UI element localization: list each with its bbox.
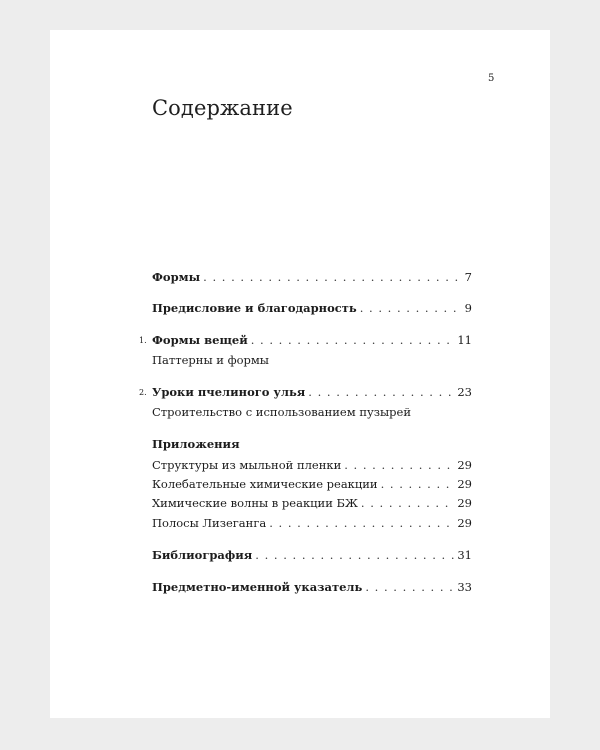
chapter-number: 2.: [139, 388, 147, 397]
appendices-heading: Приложения: [152, 437, 240, 451]
toc-entry-appendix: [152, 516, 472, 530]
toc-entry-appendix: [152, 477, 472, 491]
dot-leader: [381, 477, 455, 491]
page-number: 5: [488, 73, 495, 84]
dot-leader: [251, 333, 455, 347]
toc-entry-page: 23: [457, 385, 472, 399]
toc-entry-label: Колебательные химические реакции: [152, 477, 378, 491]
toc-entry-page: 11: [457, 333, 472, 347]
toc-entry-label: Формы: [152, 270, 201, 284]
toc-entry-page: 9: [464, 301, 472, 315]
toc-entry-label: Предисловие и благодарность: [152, 301, 357, 315]
dot-leader: [361, 496, 454, 510]
dot-leader: [308, 385, 454, 399]
toc-entry-appendix: [152, 496, 472, 510]
toc-entry-page: 29: [457, 496, 472, 510]
book-page: [50, 30, 550, 718]
toc-entry-label: Уроки пчелиного улья: [152, 385, 306, 399]
chapter-subtitle: Паттерны и формы: [152, 353, 269, 367]
toc-entry-chapter-2: [152, 385, 472, 399]
toc-entry-page: 31: [457, 548, 472, 562]
toc-entry-bibliography: [152, 548, 472, 562]
toc-entry-label: Библиография: [152, 548, 253, 562]
toc-entry-label: Химические волны в реакции БЖ: [152, 496, 358, 510]
dot-leader: [255, 548, 454, 562]
toc-entry-page: 29: [457, 516, 472, 530]
toc-entry-appendix: [152, 458, 472, 472]
toc-entry-label: Полосы Лизеганга: [152, 516, 267, 530]
toc-entry-page: 29: [457, 477, 472, 491]
toc-entry-label: Предметно-именной указатель: [152, 580, 363, 594]
toc-entry-forms: [152, 270, 472, 284]
page-title: Содержание: [152, 96, 293, 120]
toc-entry-preface: [152, 301, 472, 315]
chapter-subtitle: Строительство с использованием пузырей: [152, 405, 412, 419]
dot-leader: [344, 458, 454, 472]
toc-entry-page: 7: [464, 270, 472, 284]
toc-entry-page: 33: [457, 580, 472, 594]
toc-entry-chapter-1: [152, 333, 472, 347]
toc-entry-label: Формы вещей: [152, 333, 248, 347]
chapter-number: 1.: [139, 336, 147, 345]
toc-entry-index: [152, 580, 472, 594]
dot-leader: [269, 516, 454, 530]
dot-leader: [365, 580, 454, 594]
toc-entry-page: 29: [457, 458, 472, 472]
toc-entry-label: Структуры из мыльной пленки: [152, 458, 342, 472]
dot-leader: [360, 301, 462, 315]
dot-leader: [203, 270, 462, 284]
